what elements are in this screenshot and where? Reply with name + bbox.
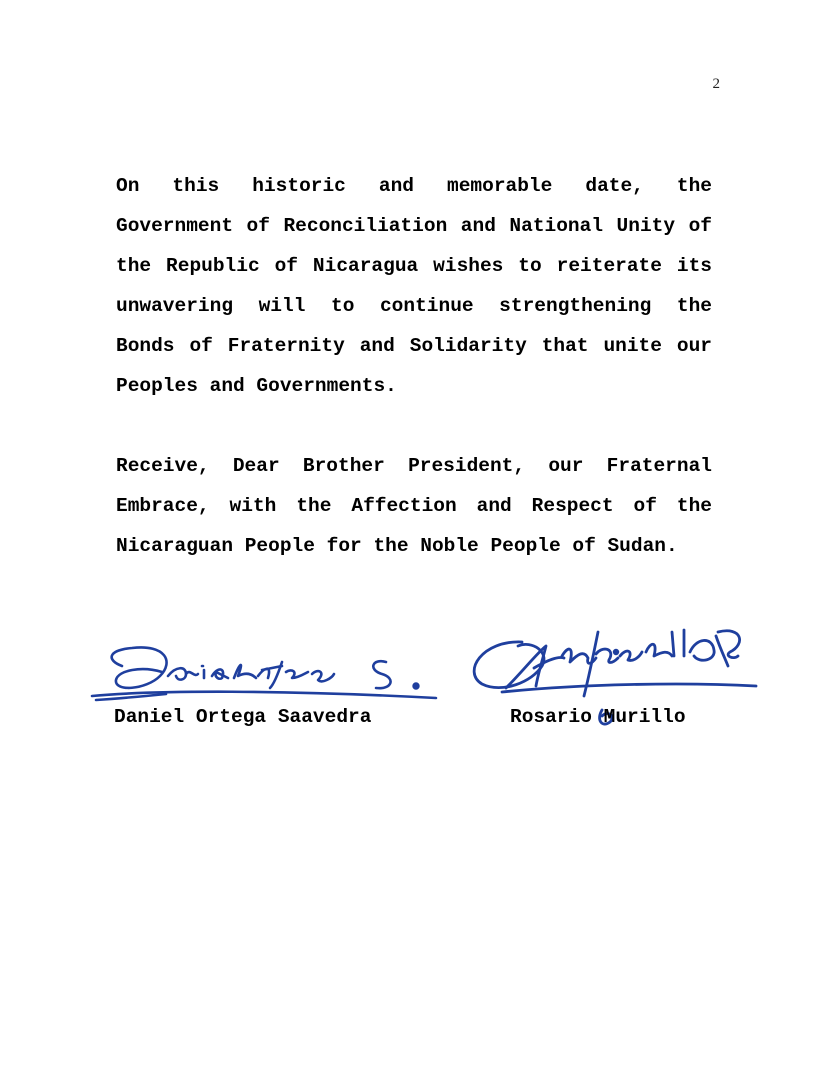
signature-ortega	[86, 632, 446, 712]
signatory-name-ortega: Daniel Ortega Saavedra	[114, 706, 372, 728]
page-number: 2	[712, 76, 720, 92]
signatory-name-murillo: Rosario Murillo	[510, 706, 686, 728]
letter-paragraph-2: Receive, Dear Brother President, our Fraternal Embrace, with the Affection and Respect of the Nicaraguan People for the Noble People of Sudan.	[116, 455, 712, 557]
letter-paragraph-1: On this historic and memorable date, the Government of Reconciliation and National Unity of the Republic of Nicaragua wishes to reiterate its unwavering will to continue strengthening the Bonds of Fraternity and Solidarity that unite our Peoples and Governments.	[116, 175, 712, 397]
